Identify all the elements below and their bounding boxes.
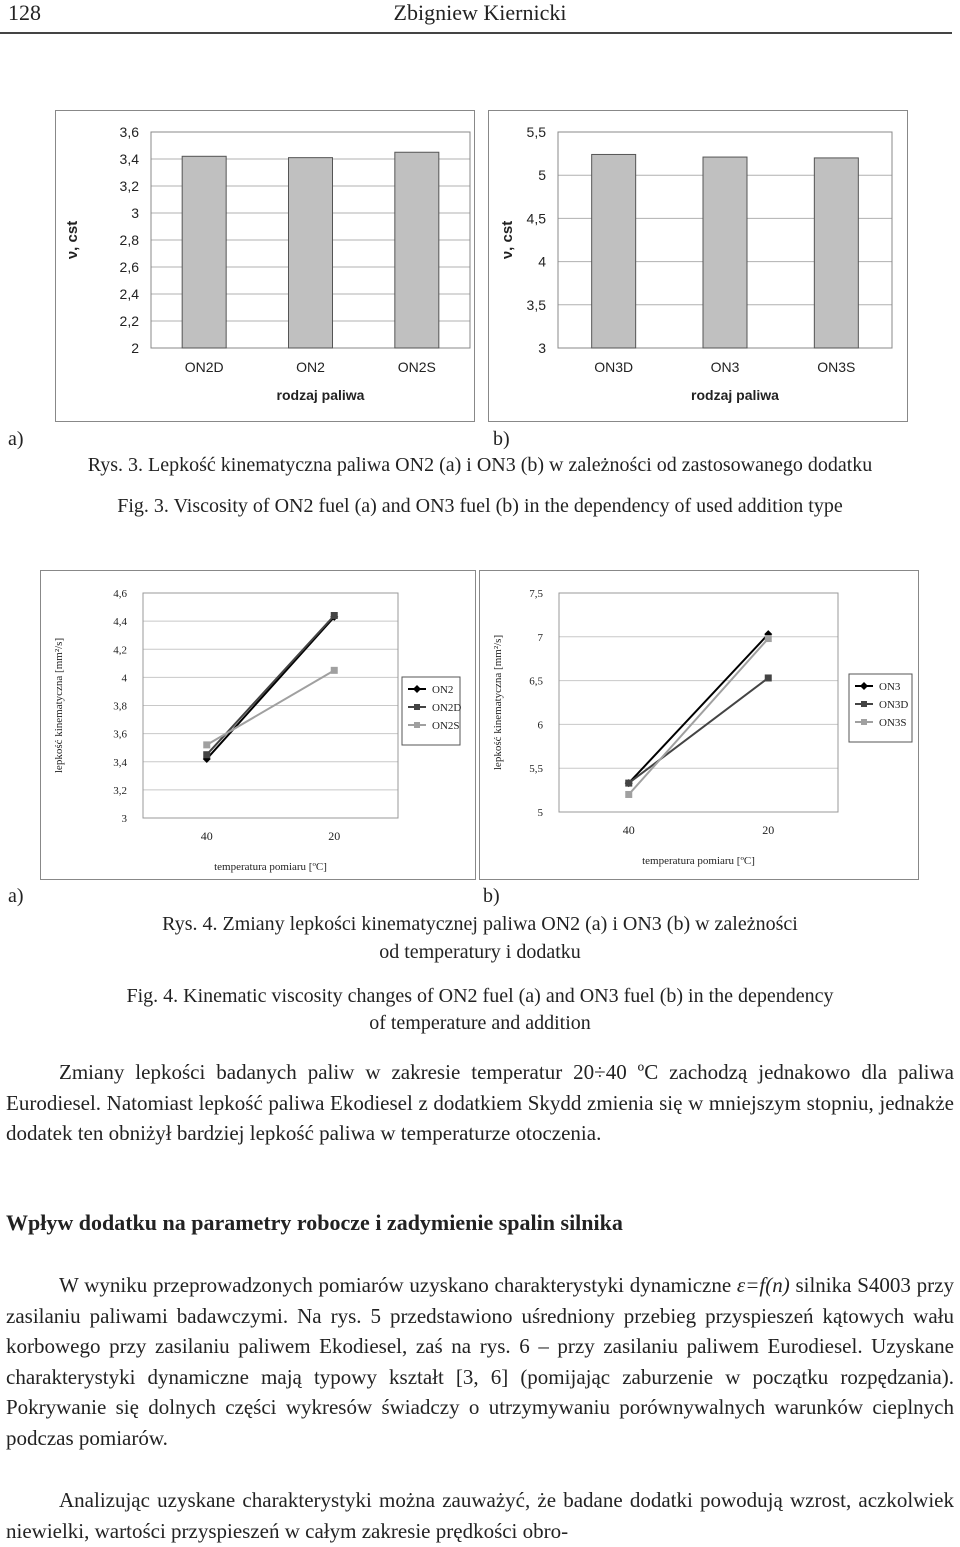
- data-point: [765, 635, 772, 642]
- running-author: Zbigniew Kiernicki: [393, 0, 567, 25]
- x-tick-label: ON2D: [184, 359, 224, 375]
- figure3-caption-pl: Rys. 3. Lepkość kinematyczna paliwa ON2 (a) i ON3 (b) w zależności od zastosowanego dodatku: [87, 454, 873, 476]
- section-heading: Wpływ dodatku na parametry robocze i zadymienie spalin silnika: [6, 1210, 623, 1235]
- figure3-label-a: a): [8, 428, 24, 450]
- y-tick-label: 3,4: [113, 756, 127, 769]
- paragraph-text: W wyniku przeprowadzonych pomiarów uzyskano charakterystyki dynamiczne: [59, 1273, 732, 1297]
- y-tick-label: 4: [121, 672, 127, 685]
- legend-marker: [414, 722, 420, 728]
- bar: [592, 154, 636, 348]
- legend-label: ON2S: [432, 720, 460, 732]
- page-header: [0, 0, 960, 34]
- legend-label: ON3D: [879, 699, 909, 711]
- y-tick-label: 5,5: [529, 763, 543, 776]
- x-tick-label: 40: [200, 829, 213, 843]
- x-axis-title: rodzaj paliwa: [691, 387, 779, 403]
- legend-marker: [861, 701, 867, 707]
- bar: [182, 156, 226, 348]
- body-paragraph-3: [6, 1485, 954, 1546]
- x-tick-label: 20: [762, 823, 775, 837]
- y-tick-label: 5: [537, 807, 543, 819]
- data-point: [331, 667, 338, 674]
- bar: [289, 158, 333, 348]
- x-tick-label: ON3S: [817, 359, 856, 375]
- legend-label: ON2D: [432, 702, 462, 714]
- x-axis-title: temperatura pomiaru [ºC]: [214, 861, 327, 873]
- x-tick-label: ON2S: [397, 359, 436, 375]
- legend-label: ON2: [432, 684, 454, 696]
- figure3-caption-en: Fig. 3. Viscosity of ON2 fuel (a) and ON3 fuel (b) in the dependency of used addition type: [117, 495, 843, 517]
- x-tick-label: ON3: [710, 359, 740, 375]
- legend-marker: [861, 719, 867, 725]
- y-tick-label: 2,6: [119, 259, 139, 275]
- x-tick-label: ON2: [296, 359, 325, 375]
- y-tick-label: 3,6: [119, 124, 139, 140]
- legend-label: ON3S: [879, 717, 907, 729]
- y-axis-title: lepkość kinematyczna [mm²/s]: [492, 634, 504, 771]
- figure3a-bar-chart: [55, 110, 475, 422]
- figure4-label-a: a): [8, 885, 24, 907]
- data-point: [203, 751, 210, 758]
- paragraph-text: silnika S4003 przy zasilaniu paliwami badawczymi. Na rys. 5 przedstawiono uśredniony przebieg przyspieszeń kątowych wału korbowego przy zasilaniu paliwem Ekodiesel, zaś na rys. 6 – przy zasilaniu paliwem Eurodiesel. Uzyskane charakterystyki dynamiczne mają typowy kształt [3, 6] (pomijając zaburzenie w początku rozpędzania). Pokrywanie się dolnych części wykresów świadczy o utrzymywaniu porównywalnych warunków cieplnych podczas pomiarów.: [6, 1273, 954, 1450]
- figure4-caption-pl-line2: od temperatury i dodatku: [379, 941, 581, 963]
- x-axis-title: rodzaj paliwa: [276, 387, 365, 403]
- paragraph-text: Analizując uzyskane charakterystyki można zauważyć, że badane dodatki powodują wzrost, aczkolwiek niewielki, wartości przyspieszeń w całym zakresie prędkości obro-: [6, 1488, 954, 1543]
- y-tick-label: 3: [131, 205, 139, 221]
- x-tick-label: 20: [328, 829, 341, 843]
- data-point: [331, 612, 338, 619]
- y-tick-label: 3,6: [113, 728, 127, 741]
- y-tick-label: 2,2: [119, 313, 139, 329]
- y-tick-label: 2,8: [119, 232, 139, 248]
- y-tick-label: 6: [537, 719, 543, 732]
- header-rule: [0, 32, 952, 34]
- figure3b-bar-chart: [488, 110, 908, 422]
- figure4b-line-chart: [479, 570, 919, 880]
- bar: [814, 158, 858, 348]
- y-tick-label: 3,2: [113, 784, 127, 797]
- y-tick-label: 3: [121, 813, 127, 825]
- body-paragraph-2: [6, 1270, 954, 1453]
- y-tick-label: 5,5: [526, 124, 546, 140]
- y-tick-label: 4,5: [526, 210, 546, 227]
- y-axis-title: ν, cst: [64, 220, 81, 260]
- y-tick-label: 4,6: [113, 588, 127, 600]
- formula: ε=f(n): [736, 1273, 790, 1297]
- figure4-caption-en-line1: Fig. 4. Kinematic viscosity changes of ON2 fuel (a) and ON3 fuel (b) in the dependency: [126, 985, 834, 1007]
- figure4-caption-en-line2: of temperature and addition: [369, 1012, 591, 1034]
- y-tick-label: 3,8: [113, 700, 127, 713]
- figure4-caption-pl-line1: Rys. 4. Zmiany lepkości kinematycznej paliwa ON2 (a) i ON3 (b) w zależności: [162, 913, 798, 935]
- x-tick-label: 40: [622, 823, 635, 837]
- figure4a-line-chart: [40, 570, 476, 880]
- y-tick-label: 3,5: [526, 296, 546, 313]
- data-point: [203, 741, 210, 748]
- y-tick-label: 4,4: [113, 616, 127, 629]
- y-tick-label: 4: [538, 253, 546, 270]
- y-tick-label: 4,2: [113, 644, 127, 657]
- figure3-label-b: b): [493, 428, 510, 450]
- y-axis-title: lepkość kinematyczna [mm²/s]: [53, 637, 65, 774]
- y-tick-label: 3,2: [119, 178, 139, 194]
- page-number: 128: [8, 0, 41, 25]
- x-axis-title: temperatura pomiaru [ºC]: [642, 855, 755, 867]
- paragraph-text: Zmiany lepkości badanych paliw w zakresie temperatur 20÷40 ºC zachodzą jednakowo dla paliwa Eurodiesel. Natomiast lepkość paliwa Ekodiesel z dodatkiem Skydd zmienia się w mniejszym stopniu, jednakże dodatek ten obniżył bardziej lepkość paliwa w temperaturze otoczenia.: [6, 1060, 954, 1145]
- data-point: [625, 780, 632, 787]
- data-point: [625, 791, 632, 798]
- y-tick-label: 5: [538, 167, 546, 184]
- y-tick-label: 2: [131, 340, 139, 356]
- y-tick-label: 6,5: [529, 675, 543, 688]
- legend-label: ON3: [879, 681, 901, 693]
- x-tick-label: ON3D: [594, 359, 634, 375]
- y-tick-label: 3,4: [119, 151, 139, 167]
- y-tick-label: 7: [537, 631, 543, 644]
- legend-marker: [414, 704, 420, 710]
- y-tick-label: 7,5: [529, 588, 543, 600]
- data-point: [765, 674, 772, 681]
- y-tick-label: 2,4: [119, 286, 139, 302]
- bar: [395, 152, 439, 348]
- y-tick-label: 3: [538, 340, 546, 356]
- figure4-label-b: b): [483, 885, 500, 907]
- y-axis-title: ν, cst: [499, 220, 516, 260]
- bar: [703, 157, 747, 348]
- body-paragraph-1: [6, 1057, 954, 1149]
